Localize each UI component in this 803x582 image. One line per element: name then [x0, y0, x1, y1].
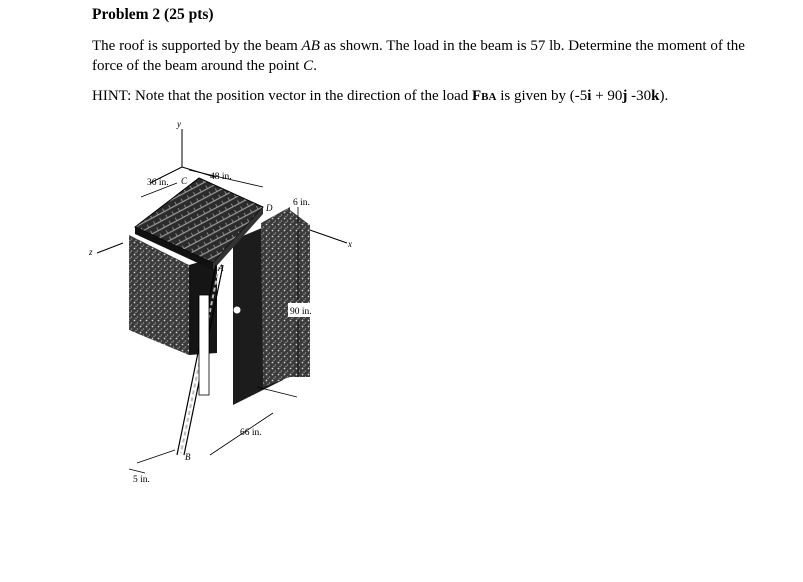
- point-d-label: D: [266, 203, 273, 213]
- problem-statement: [92, 36, 772, 76]
- point-b-label: B: [185, 452, 191, 462]
- dim-90-label: 90 in.: [290, 307, 312, 317]
- roof-beam-figure: [85, 115, 375, 495]
- right-wall-edge: [290, 210, 310, 377]
- right-wall: [261, 207, 290, 387]
- marker: [234, 307, 241, 314]
- hint-middle: is given by (-5: [496, 88, 588, 104]
- hint-suffix: ).: [659, 88, 669, 104]
- point-c-label: C: [181, 176, 188, 186]
- point-label: C: [303, 58, 314, 74]
- column: [199, 295, 209, 395]
- axis-label-y: y: [177, 119, 181, 129]
- hint: [92, 86, 772, 107]
- unit-vector-j: j: [622, 88, 628, 104]
- dim-36-label: 36 in.: [147, 178, 169, 188]
- hint-minus: -30: [627, 88, 652, 104]
- dim-5-label: 5 in.: [133, 475, 150, 485]
- statement-text-2: as shown. The load in the beam is 57 lb. Determine the moment of the force of the beam around the point: [92, 38, 745, 74]
- statement-text-3: .: [313, 58, 317, 74]
- statement-text-1: The roof is supported by the beam: [92, 38, 302, 54]
- unit-vector-k: k: [651, 88, 660, 104]
- roof-beam-diagram: [85, 115, 375, 495]
- dim-66-label: 66 in.: [240, 428, 262, 438]
- hint-plus: + 90: [591, 88, 623, 104]
- dim-6-label: 6 in.: [293, 198, 310, 208]
- unit-vector-i: i: [587, 88, 592, 104]
- axis-label-z: z: [89, 247, 93, 257]
- axis-label-x: x: [348, 239, 352, 249]
- beam-label: AB: [301, 38, 320, 54]
- dim-48-label: 48 in.: [210, 172, 232, 182]
- point-a-label: A: [218, 263, 224, 273]
- problem-title: Problem 2 (25 pts): [92, 6, 214, 23]
- force-subscript: BA: [481, 91, 497, 103]
- force-symbol: FBA: [472, 88, 497, 104]
- hint-prefix: HINT: Note that the position vector in the direction of the load: [92, 88, 472, 104]
